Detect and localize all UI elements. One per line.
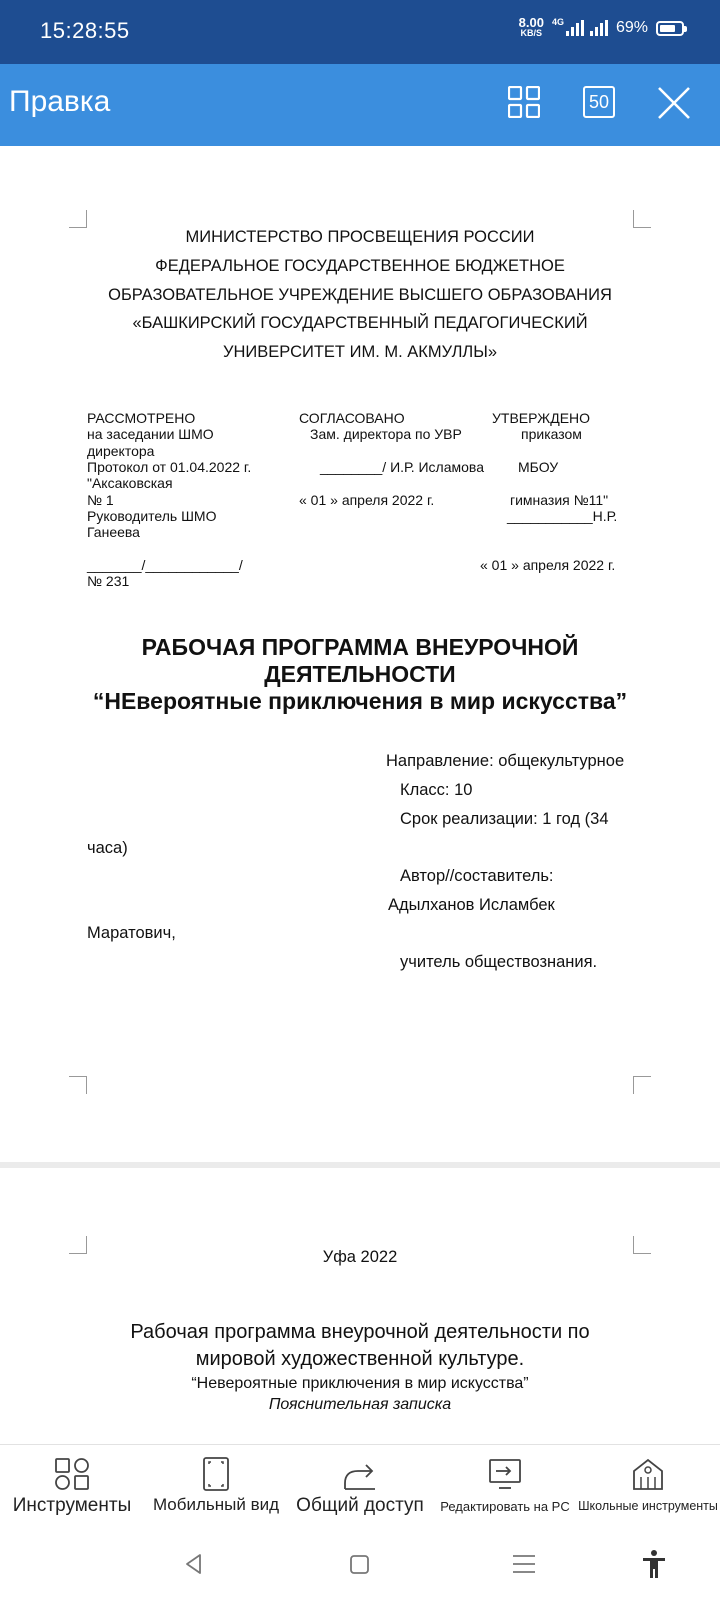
mobile-data-signal-icon — [552, 18, 582, 38]
app-bar — [0, 64, 720, 146]
approval-col2-line: Зам. директора по УВР — [310, 426, 462, 442]
accessibility-icon — [638, 1548, 670, 1580]
tools-button[interactable] — [6, 1445, 138, 1527]
mobile-view-button[interactable] — [150, 1445, 282, 1527]
status-icons — [518, 15, 684, 38]
app-title: Правка — [9, 85, 111, 118]
approval-col3-line: приказом — [521, 426, 582, 442]
crop-mark — [633, 1076, 651, 1094]
back-icon — [178, 1548, 210, 1580]
share-label: Общий доступ — [296, 1495, 424, 1516]
approval-col1-line: Протокол от 01.04.2022 г. — [87, 459, 252, 475]
doc-header-line: УНИВЕРСИТЕТ ИМ. М. АКМУЛЛЫ» — [222, 343, 498, 361]
approval-col1-line: Ганеева — [87, 524, 140, 540]
program-detail-line: Класс: 10 — [400, 781, 473, 799]
mobile-view-label: Мобильный вид — [152, 1495, 280, 1514]
cell-signal-icon — [590, 20, 608, 36]
approval-col2-line: СОГЛАСОВАНО — [299, 410, 405, 426]
edit-on-pc-button[interactable] — [434, 1445, 576, 1527]
explanatory-note-heading: Пояснительная записка — [268, 1396, 452, 1413]
home-icon — [343, 1548, 375, 1580]
page2-subtitle: “Невероятные приключения в мир искусства” — [191, 1375, 529, 1392]
page-count-button[interactable]: 50 — [583, 86, 615, 118]
approval-col3-line: « 01 » апреля 2022 г. — [480, 557, 616, 573]
program-title-line: “НЕвероятные приключения в мир искусства” — [92, 688, 628, 714]
approval-col3-line: ___________Н.Р. — [507, 508, 618, 524]
system-nav-bar — [0, 1526, 720, 1600]
page2-heading-line: Рабочая программа внеурочной деятельности по — [130, 1321, 590, 1343]
school-tools-label: Школьные инструменты — [578, 1499, 718, 1513]
close-button[interactable] — [657, 86, 691, 120]
menu-icon — [508, 1548, 540, 1580]
approval-col3-line: гимназия №11" — [510, 492, 609, 508]
approval-col1-line: РАССМОТРЕНО — [87, 410, 196, 426]
program-detail-line: Автор//составитель: — [400, 867, 554, 885]
approval-col1-line: Руководитель ШМО — [87, 508, 217, 524]
grid-icon — [508, 86, 540, 118]
program-detail-line: учитель обществознания. — [400, 953, 598, 971]
city-year: Уфа 2022 — [322, 1248, 398, 1266]
school-icon — [631, 1457, 665, 1491]
network-type-label: 4G — [551, 17, 564, 27]
program-detail-line: часа) — [87, 839, 128, 857]
program-title-line: РАБОЧАЯ ПРОГРАММА ВНЕУРОЧНОЙ — [141, 634, 579, 660]
page2-heading-line: мировой художественной культуре. — [195, 1348, 525, 1370]
grid-view-button[interactable] — [508, 86, 540, 118]
mobile-view-icon — [201, 1457, 231, 1491]
doc-header-line: ФЕДЕРАЛЬНОЕ ГОСУДАРСТВЕННОЕ БЮДЖЕТНОЕ — [155, 257, 565, 275]
program-detail-line: Направление: общекультурное — [386, 752, 625, 770]
program-title-line: ДЕЯТЕЛЬНОСТИ — [264, 661, 456, 687]
battery-icon — [656, 21, 684, 36]
approval-col1-line: № 231 — [87, 573, 130, 589]
approval-col1-line: _______/____________/ — [87, 557, 243, 573]
approval-col1-line: "Аксаковская — [87, 475, 173, 491]
approval-col2-line: ________/ И.Р. Исламова — [320, 459, 484, 475]
crop-mark — [69, 1076, 87, 1094]
close-icon — [657, 86, 691, 120]
doc-header-line: МИНИСТЕРСТВО ПРОСВЕЩЕНИЯ РОССИИ — [185, 228, 535, 246]
edit-on-pc-label: Редактировать на PC — [440, 1499, 570, 1514]
network-speed-value: 8.00 — [518, 15, 544, 30]
share-button[interactable] — [292, 1445, 428, 1527]
approval-col3-line: УТВЕРЖДЕНО — [492, 410, 591, 426]
approval-col1-line: № 1 — [87, 492, 114, 508]
nav-home-button[interactable] — [343, 1548, 375, 1580]
accessibility-button[interactable] — [638, 1548, 670, 1580]
doc-header-line: ОБРАЗОВАТЕЛЬНОЕ УЧРЕЖДЕНИЕ ВЫСШЕГО ОБРАЗОВАНИЯ — [108, 286, 612, 304]
share-icon — [342, 1457, 378, 1491]
program-detail-line: Маратович, — [87, 924, 176, 942]
approval-col2-line: « 01 » апреля 2022 г. — [299, 492, 435, 508]
page-separator — [0, 1162, 720, 1168]
network-speed-unit: KB/S — [520, 28, 543, 38]
tools-label: Инструменты — [12, 1495, 132, 1516]
network-speed — [518, 15, 544, 38]
approval-col1-line: на заседании ШМО — [87, 426, 214, 442]
crop-mark — [633, 210, 651, 228]
status-bar — [0, 0, 720, 64]
doc-header-line: «БАШКИРСКИЙ ГОСУДАРСТВЕННЫЙ ПЕДАГОГИЧЕСКИЙ — [132, 314, 588, 332]
document-viewer[interactable] — [0, 146, 720, 1444]
nav-back-button[interactable] — [178, 1548, 210, 1580]
monitor-icon — [488, 1457, 522, 1491]
program-detail-line: Адылханов Исламбек — [388, 896, 555, 914]
approval-col3-line: МБОУ — [518, 459, 559, 475]
tools-icon — [54, 1457, 90, 1491]
program-detail-line: Срок реализации: 1 год (34 — [400, 810, 609, 828]
battery-percent: 69% — [615, 19, 648, 36]
status-time: 15:28:55 — [40, 18, 130, 43]
crop-mark — [69, 210, 87, 228]
nav-menu-button[interactable] — [508, 1548, 540, 1580]
approval-col1-line: директора — [87, 443, 155, 459]
bottom-toolbar — [0, 1444, 720, 1526]
school-tools-button[interactable] — [578, 1445, 718, 1527]
